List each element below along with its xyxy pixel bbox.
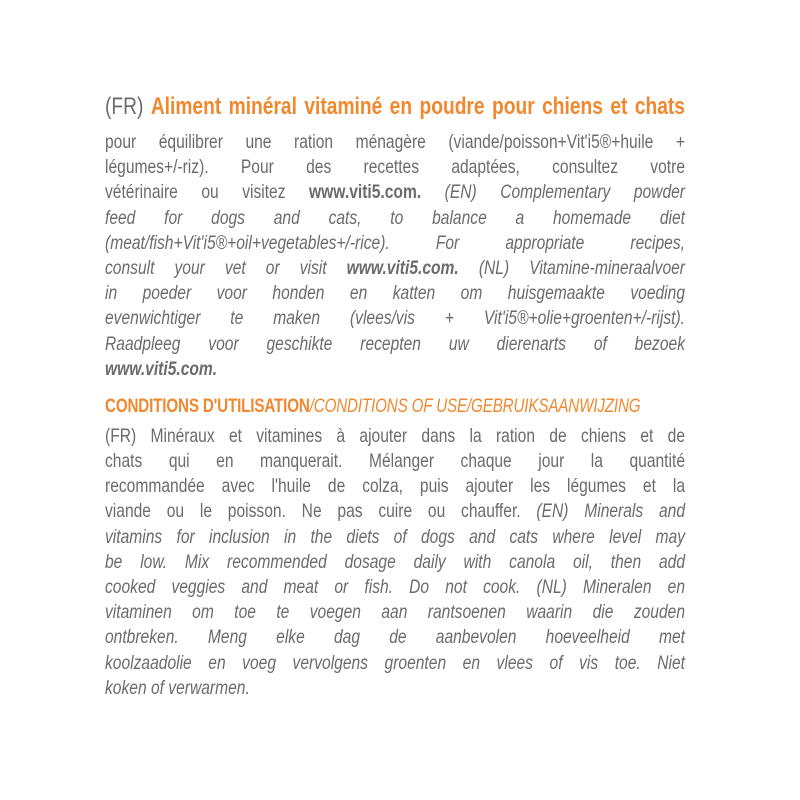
text-segment: vitaminen om toe te voegen aan rantsoenen waarin die zouden — [105, 601, 685, 624]
conditions-heading — [105, 396, 685, 418]
text-segment: cooked veggies and meat or fish. Do not cook. (NL) Mineralen en — [105, 576, 685, 598]
text-segment: koken of verwarmen. — [105, 676, 250, 699]
text-segment: be low. Mix recommended dosage daily with canola oil, then add — [105, 550, 685, 573]
text-line — [105, 676, 685, 701]
text-segment: koolzaadolie en voeg vervolgens groenten en vlees of vis toe. Niet — [105, 651, 685, 674]
text-segment: (meat/fish+Vit'i5®+oil+vegetables+/-rice). For appropriate recipes, — [105, 231, 685, 254]
text-segment: CONDITIONS D'UTILISATION — [105, 395, 310, 417]
label-text-block — [105, 94, 685, 701]
text-line — [105, 256, 685, 281]
text-line — [105, 231, 685, 256]
text-segment: (EN) Minerals and — [536, 500, 685, 523]
text-segment: (NL) Vitamine-mineraalvoer — [458, 256, 685, 279]
text-line — [105, 206, 685, 231]
text-line — [105, 130, 685, 155]
text-segment: vétérinaire ou visitez — [105, 181, 310, 204]
text-segment: pour équilibrer une ration ménagère (viande/poisson+Vit'i5®+huile + — [105, 131, 685, 153]
text-segment: (FR) — [105, 93, 151, 120]
text-segment: recommandée avec l'huile de colza, puis ajouter les légumes et la — [105, 475, 685, 498]
text-line — [105, 499, 685, 524]
text-line — [105, 180, 685, 205]
text-segment: (EN) Complementary powder — [421, 181, 685, 204]
text-segment: www.viti5.com. — [309, 181, 422, 204]
text-line — [105, 306, 685, 331]
conditions-paragraph — [105, 424, 685, 701]
text-line — [105, 525, 685, 550]
text-segment: evenwichtiger te maken (vlees/vis + Vit'i5®+olie+groenten+/-rijst). — [105, 307, 685, 330]
description-paragraph — [105, 130, 685, 382]
text-segment: www.viti5.com. — [105, 357, 218, 380]
text-line — [105, 155, 685, 180]
text-segment: www.viti5.com. — [346, 256, 459, 279]
text-segment: (FR) Minéraux et vitamines à ajouter dans la ration de chiens et de — [105, 424, 685, 447]
text-line — [105, 600, 685, 625]
text-line — [105, 550, 685, 575]
text-line — [105, 396, 685, 418]
text-segment: feed for dogs and cats, to balance a homemade diet — [105, 206, 685, 229]
product-title — [105, 94, 685, 120]
text-segment: in poeder voor honden en katten om huisgemaakte voeding — [105, 282, 685, 305]
text-line — [105, 625, 685, 650]
text-line — [105, 449, 685, 474]
text-line — [105, 94, 685, 120]
text-line — [105, 332, 685, 357]
text-segment: vitamins for inclusion in the diets of dogs and cats where level may — [105, 525, 685, 548]
text-line — [105, 651, 685, 676]
text-segment: viande ou le poisson. Ne pas cuire ou chauffer. — [105, 500, 537, 523]
text-segment: ontbreken. Meng elke dag de aanbevolen hoeveelheid met — [105, 626, 685, 649]
text-segment: Aliment minéral vitaminé en poudre pour chiens et chats — [150, 93, 685, 120]
text-line — [105, 281, 685, 306]
text-segment: /CONDITIONS OF USE/GEBRUIKSAANWIJZING — [309, 395, 641, 417]
text-segment: Raadpleeg voor geschikte recepten uw dierenarts of bezoek — [105, 332, 685, 355]
text-segment: chats qui en manquerait. Mélanger chaque jour la quantité — [105, 450, 685, 473]
text-line — [105, 474, 685, 499]
text-segment: légumes+/-riz). Pour des recettes adaptées, consultez votre — [105, 156, 685, 179]
text-line — [105, 357, 685, 382]
text-segment: consult your vet or visit — [105, 256, 347, 279]
text-line — [105, 424, 685, 449]
text-line — [105, 575, 685, 600]
